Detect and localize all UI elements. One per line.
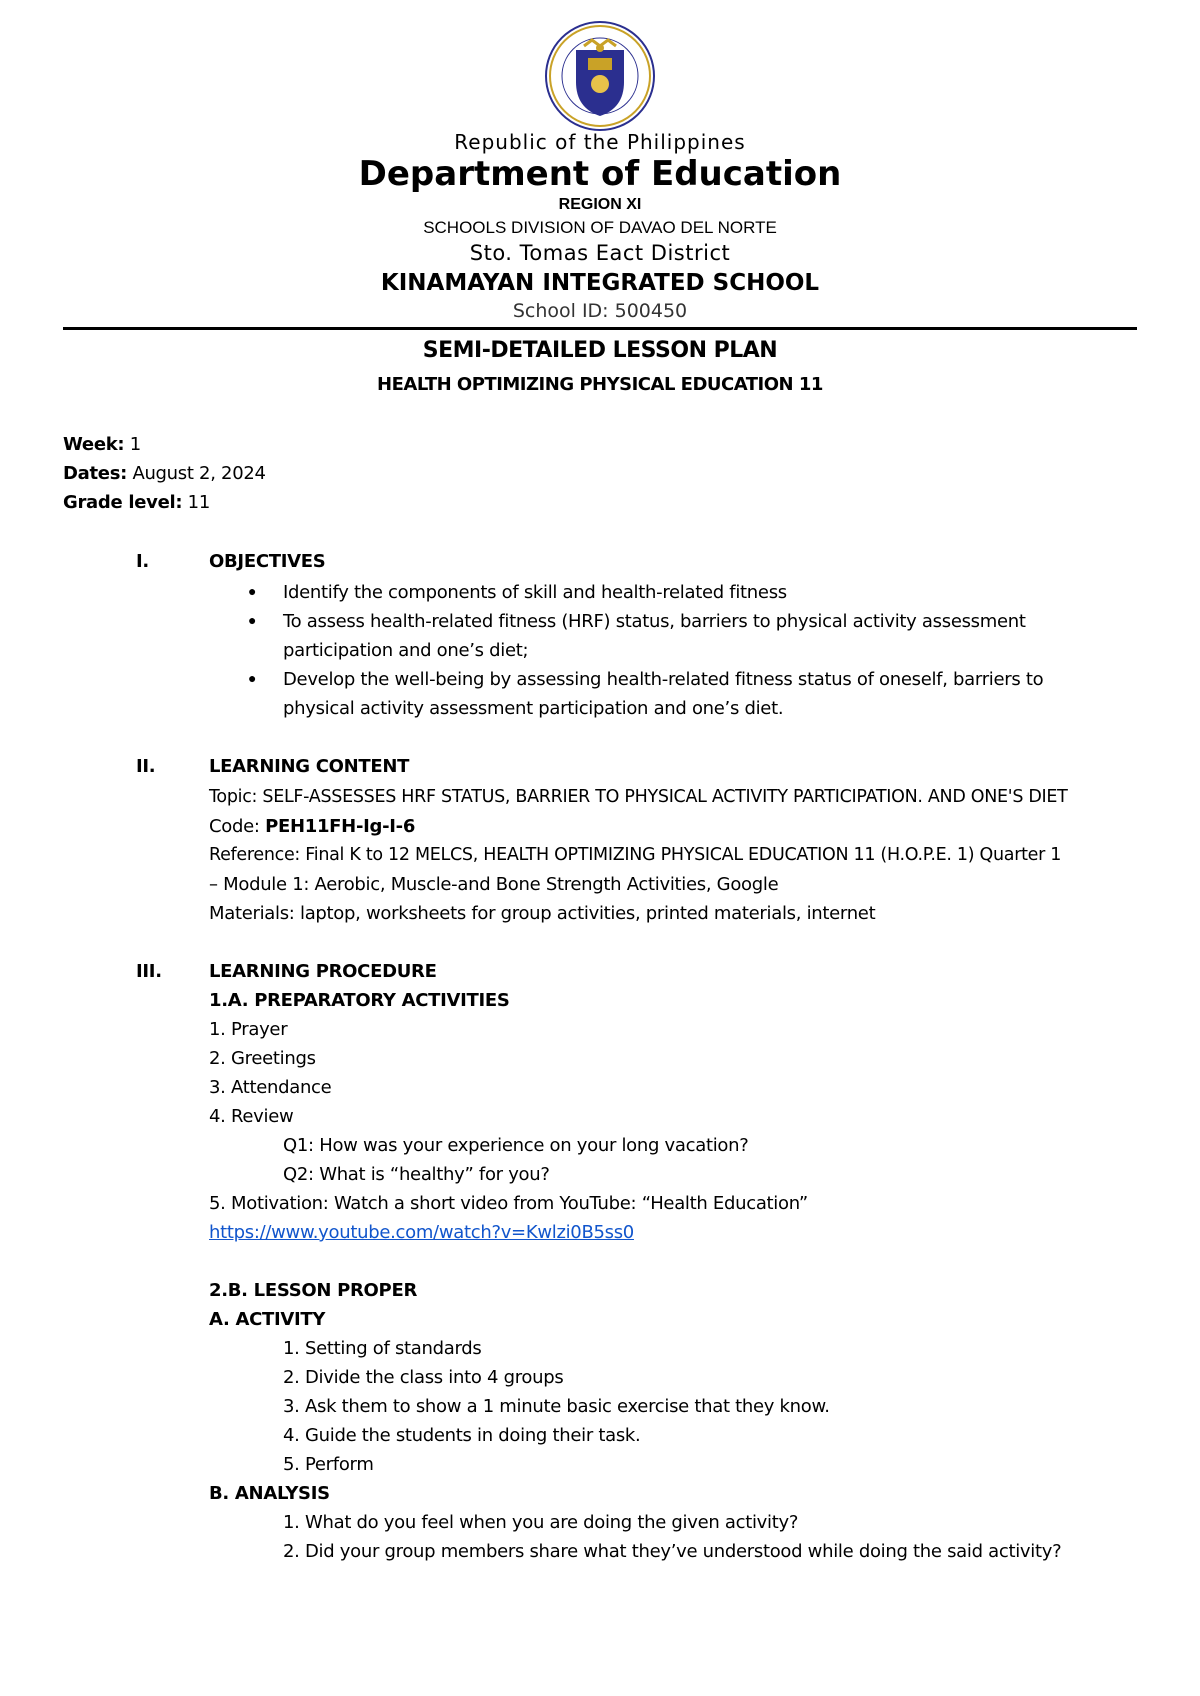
grade-label: Grade level: [63,492,183,513]
week-value: 1 [129,434,141,455]
analysis-item: 2. Did your group members share what they’ve understood while doing the said activity? [283,1541,1062,1562]
department-title: Department of Education [358,154,842,194]
preparatory-heading: 1.A. PREPARATORY ACTIVITIES [209,990,510,1011]
reference-line-cont: – Module 1: Aerobic, Muscle-and Bone Strength Activities, Google [209,874,779,895]
review-question: Q2: What is “healthy” for you? [283,1164,550,1185]
subject-title: HEALTH OPTIMIZING PHYSICAL EDUCATION 11 [377,374,823,395]
topic-line [209,783,1068,812]
bullet-icon: ● [248,670,257,686]
division-line: SCHOOLS DIVISION OF DAVAO DEL NORTE [423,218,777,237]
topic-value: SELF-ASSESSES HRF STATUS, BARRIER TO PHYSICAL ACTIVITY PARTICIPATION. AND ONE'S DIET [262,787,1068,807]
code-line [209,812,415,841]
objective-item-cont: physical activity assessment participation and one’s diet. [283,698,784,719]
objective-item: To assess health-related fitness (HRF) status, barriers to physical activity assessment [283,611,1026,632]
topic-label: Topic: [209,787,258,807]
region-line: REGION XI [558,196,642,213]
procedure-number: III. [136,961,162,982]
activity-item: 5. Perform [283,1454,374,1475]
lesson-proper-heading: 2.B. LESSON PROPER [209,1280,418,1301]
deped-seal-logo [540,20,660,132]
objective-item: Develop the well-being by assessing health-related fitness status of oneself, barriers to [283,669,1044,690]
prep-item: 1. Prayer [209,1019,288,1040]
school-name: KINAMAYAN INTEGRATED SCHOOL [380,270,820,296]
activity-item: 4. Guide the students in doing their task. [283,1425,641,1446]
motivation-line: 5. Motivation: Watch a short video from YouTube: “Health Education” [209,1193,808,1214]
grade-line [63,488,210,517]
analysis-item: 1. What do you feel when you are doing the given activity? [283,1512,799,1533]
activity-item: 3. Ask them to show a 1 minute basic exercise that they know. [283,1396,830,1417]
lesson-plan-title: SEMI-DETAILED LESSON PLAN [422,338,778,363]
header-divider [63,327,1137,330]
objective-item-cont: participation and one’s diet; [283,640,529,661]
objective-item: Identify the components of skill and health-related fitness [283,582,787,603]
prep-item: 2. Greetings [209,1048,316,1069]
youtube-video-link[interactable]: https://www.youtube.com/watch?v=Kwlzi0B5ss0 [209,1222,634,1243]
week-label: Week: [63,434,125,455]
week-line [63,430,141,459]
activity-item: 1. Setting of standards [283,1338,482,1359]
prep-item: 4. Review [209,1106,294,1127]
code-value: PEH11FH-Ig-I-6 [265,816,416,837]
activity-heading: A. ACTIVITY [209,1309,326,1330]
content-heading: LEARNING CONTENT [209,756,410,777]
grade-value: 11 [187,492,210,513]
objectives-number: I. [136,551,149,572]
bullet-icon: ● [248,612,257,628]
code-label: Code: [209,816,260,837]
dates-line [63,459,266,488]
dates-value: August 2, 2024 [132,463,266,484]
objectives-heading: OBJECTIVES [209,551,326,572]
reference-line: Reference: Final K to 12 MELCS, HEALTH OPTIMIZING PHYSICAL EDUCATION 11 (H.O.P.E. 1) Quarter 1 [209,845,1062,865]
bullet-icon: ● [248,583,257,599]
analysis-heading: B. ANALYSIS [209,1483,330,1504]
activity-item: 2. Divide the class into 4 groups [283,1367,564,1388]
dates-label: Dates: [63,463,128,484]
content-number: II. [136,756,156,777]
school-id: School ID: 500450 [512,300,688,322]
review-question: Q1: How was your experience on your long vacation? [283,1135,749,1156]
district-line: Sto. Tomas Eact District [469,241,731,265]
republic-line: Republic of the Philippines [454,130,746,154]
prep-item: 3. Attendance [209,1077,332,1098]
materials-line: Materials: laptop, worksheets for group activities, printed materials, internet [209,903,876,924]
procedure-heading: LEARNING PROCEDURE [209,961,437,982]
